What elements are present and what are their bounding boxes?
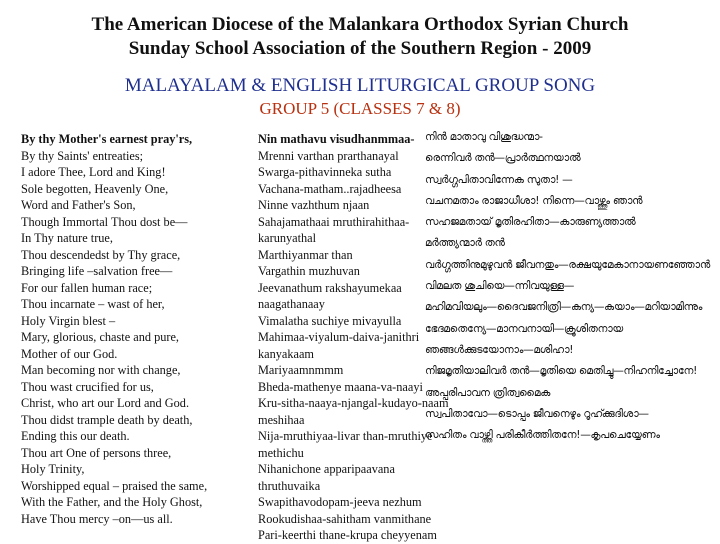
transliteration-lyric-line: Sahajamathaai mruthirahithaa- (258, 214, 410, 229)
english-lyric-line: For our fallen human race; (21, 280, 153, 295)
malayalam-lyric-line: മഹിമവിയലും—ദൈവജനിത്രി—കന്യ—കയാം—മറിയാമിന്നും (425, 301, 703, 314)
malayalam-lyric-line: അപ്പരിപാവന ത്രിത്വമൈക (425, 386, 551, 399)
transliteration-lyric-line: thruthuvaika (258, 478, 321, 493)
english-lyric-line: Word and Father's Son, (21, 198, 136, 212)
malayalam-lyric-line: വർഗ്ഗത്തിനുമുഴുവൻ ജീവനതും—രക്ഷയുമേകാനായണഞ്ഞോൻ (425, 258, 711, 271)
english-lyric-line: Thou art One of persons three, (21, 445, 172, 460)
english-lyric-line: By thy Saints' entreaties; (21, 148, 144, 163)
malayalam-lyric-line: നിൻ മാതാവു വിശുദ്ധന്മാ- (425, 131, 543, 143)
transliteration-lyrics (258, 131, 449, 544)
transliteration-lyric-line: Swarga-pithavinneka sutha (258, 165, 392, 179)
malayalam-lyric-line: മർത്ത്യന്മാർ തൻ (425, 237, 505, 250)
transliteration-lyric-line: Vachana-matham..rajadheesa (258, 181, 402, 196)
transliteration-lyric-line: Marthiyanmar than (258, 247, 353, 262)
english-lyric-line: With the Father, and the Holy Ghost, (21, 495, 203, 509)
transliteration-lyric-line: Bheda-mathenye maana-va-naayi (258, 379, 423, 394)
transliteration-lyric-line: kanyakaam (258, 346, 314, 361)
malayalam-lyric-line: നിജമൃതിയാലിവർ തൻ—മൃതിയെ മെതിച്ചു—നിഹനിച്ചോനേ! (425, 365, 698, 378)
transliteration-lyric-line: Vargathin muzhuvan (258, 264, 360, 278)
diocese-title: The American Diocese of the Malankara Orthodox Syrian Church (91, 14, 629, 35)
transliteration-lyric-line: Kru-sitha-naaya-njangal-kudayo-naam (258, 396, 449, 410)
transliteration-lyric-line: karunyathal (258, 231, 317, 245)
transliteration-lyric-line: methichu (258, 445, 304, 460)
malayalam-lyric-line: വചനമതാം രാജാധീശാ! നിന്നെ—വാഴ്ത്തും ഞാൻ (425, 194, 643, 207)
malayalam-lyric-line: സഹജമതായ് മൃതിരഹിതാ—കാരുണ്യത്താൽ (425, 216, 636, 229)
transliteration-lyric-line: naagathanaay (258, 297, 325, 311)
malayalam-lyric-line: സഹിതം വാഴ്ത്തി പരികീർത്തിതനേ!—കൃപചെയ്യേണം (425, 429, 660, 442)
transliteration-lyric-line: Nija-mruthiyaa-livar than-mruthiye (258, 429, 433, 443)
english-lyrics (21, 131, 207, 527)
english-lyric-line: Holy Trinity, (21, 462, 85, 476)
english-lyric-line: Christ, who art our Lord and God. (21, 396, 190, 410)
english-lyric-line: Thou didst trample death by death, (21, 412, 193, 427)
malayalam-lyric-line: രെന്നിവർ തൻ—പ്രാർത്ഥനയാൽ (425, 152, 581, 165)
english-lyric-line: Holy Virgin blest – (21, 313, 116, 328)
english-lyric-line: Thou incarnate – wast of her, (21, 297, 165, 311)
english-lyric-line: Mary, glorious, chaste and pure, (21, 330, 179, 344)
transliteration-lyric-line: Pari-keerthi thane-krupa cheyyenam (258, 528, 437, 542)
malayalam-lyrics (425, 127, 710, 446)
group-title: GROUP 5 (CLASSES 7 & 8) (259, 99, 461, 118)
transliteration-lyric-line: Rookudishaa-sahitham vanmithane (258, 511, 432, 526)
malayalam-lyric-line: ഞങ്ങൾക്കുടയോനാം—മശിഹാ! (425, 343, 574, 356)
english-lyric-line: By thy Mother's earnest pray'rs, (21, 132, 193, 146)
transliteration-lyric-line: Ninne vazhthum njaan (258, 198, 370, 212)
transliteration-lyric-line: Mrenni varthan prarthanayal (258, 148, 399, 163)
english-lyric-line: Though Immortal Thou dost be— (21, 214, 188, 229)
english-lyric-line: Man becoming nor with change, (21, 363, 181, 377)
transliteration-lyric-line: meshihaa (258, 412, 305, 427)
english-lyric-line: Thou descendedst by Thy grace, (21, 247, 181, 262)
song-title: MALAYALAM & ENGLISH LITURGICAL GROUP SONG (124, 75, 596, 96)
english-lyric-line: I adore Thee, Lord and King! (21, 165, 166, 179)
malayalam-lyric-line: വിമലത ശുചിയെ—ന്നിവയുള്ള— (425, 280, 575, 293)
transliteration-lyric-line: Vimalatha suchiye mivayulla (258, 313, 402, 328)
english-lyric-line: Thou wast crucified for us, (21, 379, 154, 394)
transliteration-lyric-line: Swapithavodopam-jeeva nezhum (258, 495, 422, 509)
transliteration-lyric-line: Nihanichone apparipaavana (258, 462, 395, 476)
malayalam-lyric-line: ഭേദമതെന്യേ—മാനവനായി—ക്രൂശിതനായ (425, 322, 623, 335)
malayalam-lyric-line: സ്വപിതാവോ—ടൊപ്പം ജീവനെഴും റൂഹ്ക്കുദിശാ— (425, 407, 649, 420)
transliteration-lyric-line: Jeevanathum rakshayumekaa (258, 280, 402, 295)
transliteration-lyric-line: Mariyaamnmmm (258, 363, 344, 377)
malayalam-lyric-line: സ്വർഗ്ഗപിതാവിന്നേക സുതാ! — (425, 173, 573, 186)
association-title: Sunday School Association of the Southern Region - 2009 (128, 38, 592, 59)
english-lyric-line: Ending this our death. (21, 429, 130, 443)
english-lyric-line: In Thy nature true, (21, 231, 113, 245)
english-lyric-line: Mother of our God. (21, 346, 118, 361)
transliteration-lyric-line: Mahimaa-viyalum-daiva-janithri (258, 330, 420, 344)
english-lyric-line: Worshipped equal – praised the same, (21, 478, 208, 493)
english-lyric-line: Sole begotten, Heavenly One, (21, 181, 169, 196)
transliteration-lyric-line: Nin mathavu visudhanmmaa- (258, 132, 415, 146)
english-lyric-line: Have Thou mercy –on—us all. (21, 511, 173, 526)
english-lyric-line: Bringing life –salvation free— (21, 264, 173, 278)
